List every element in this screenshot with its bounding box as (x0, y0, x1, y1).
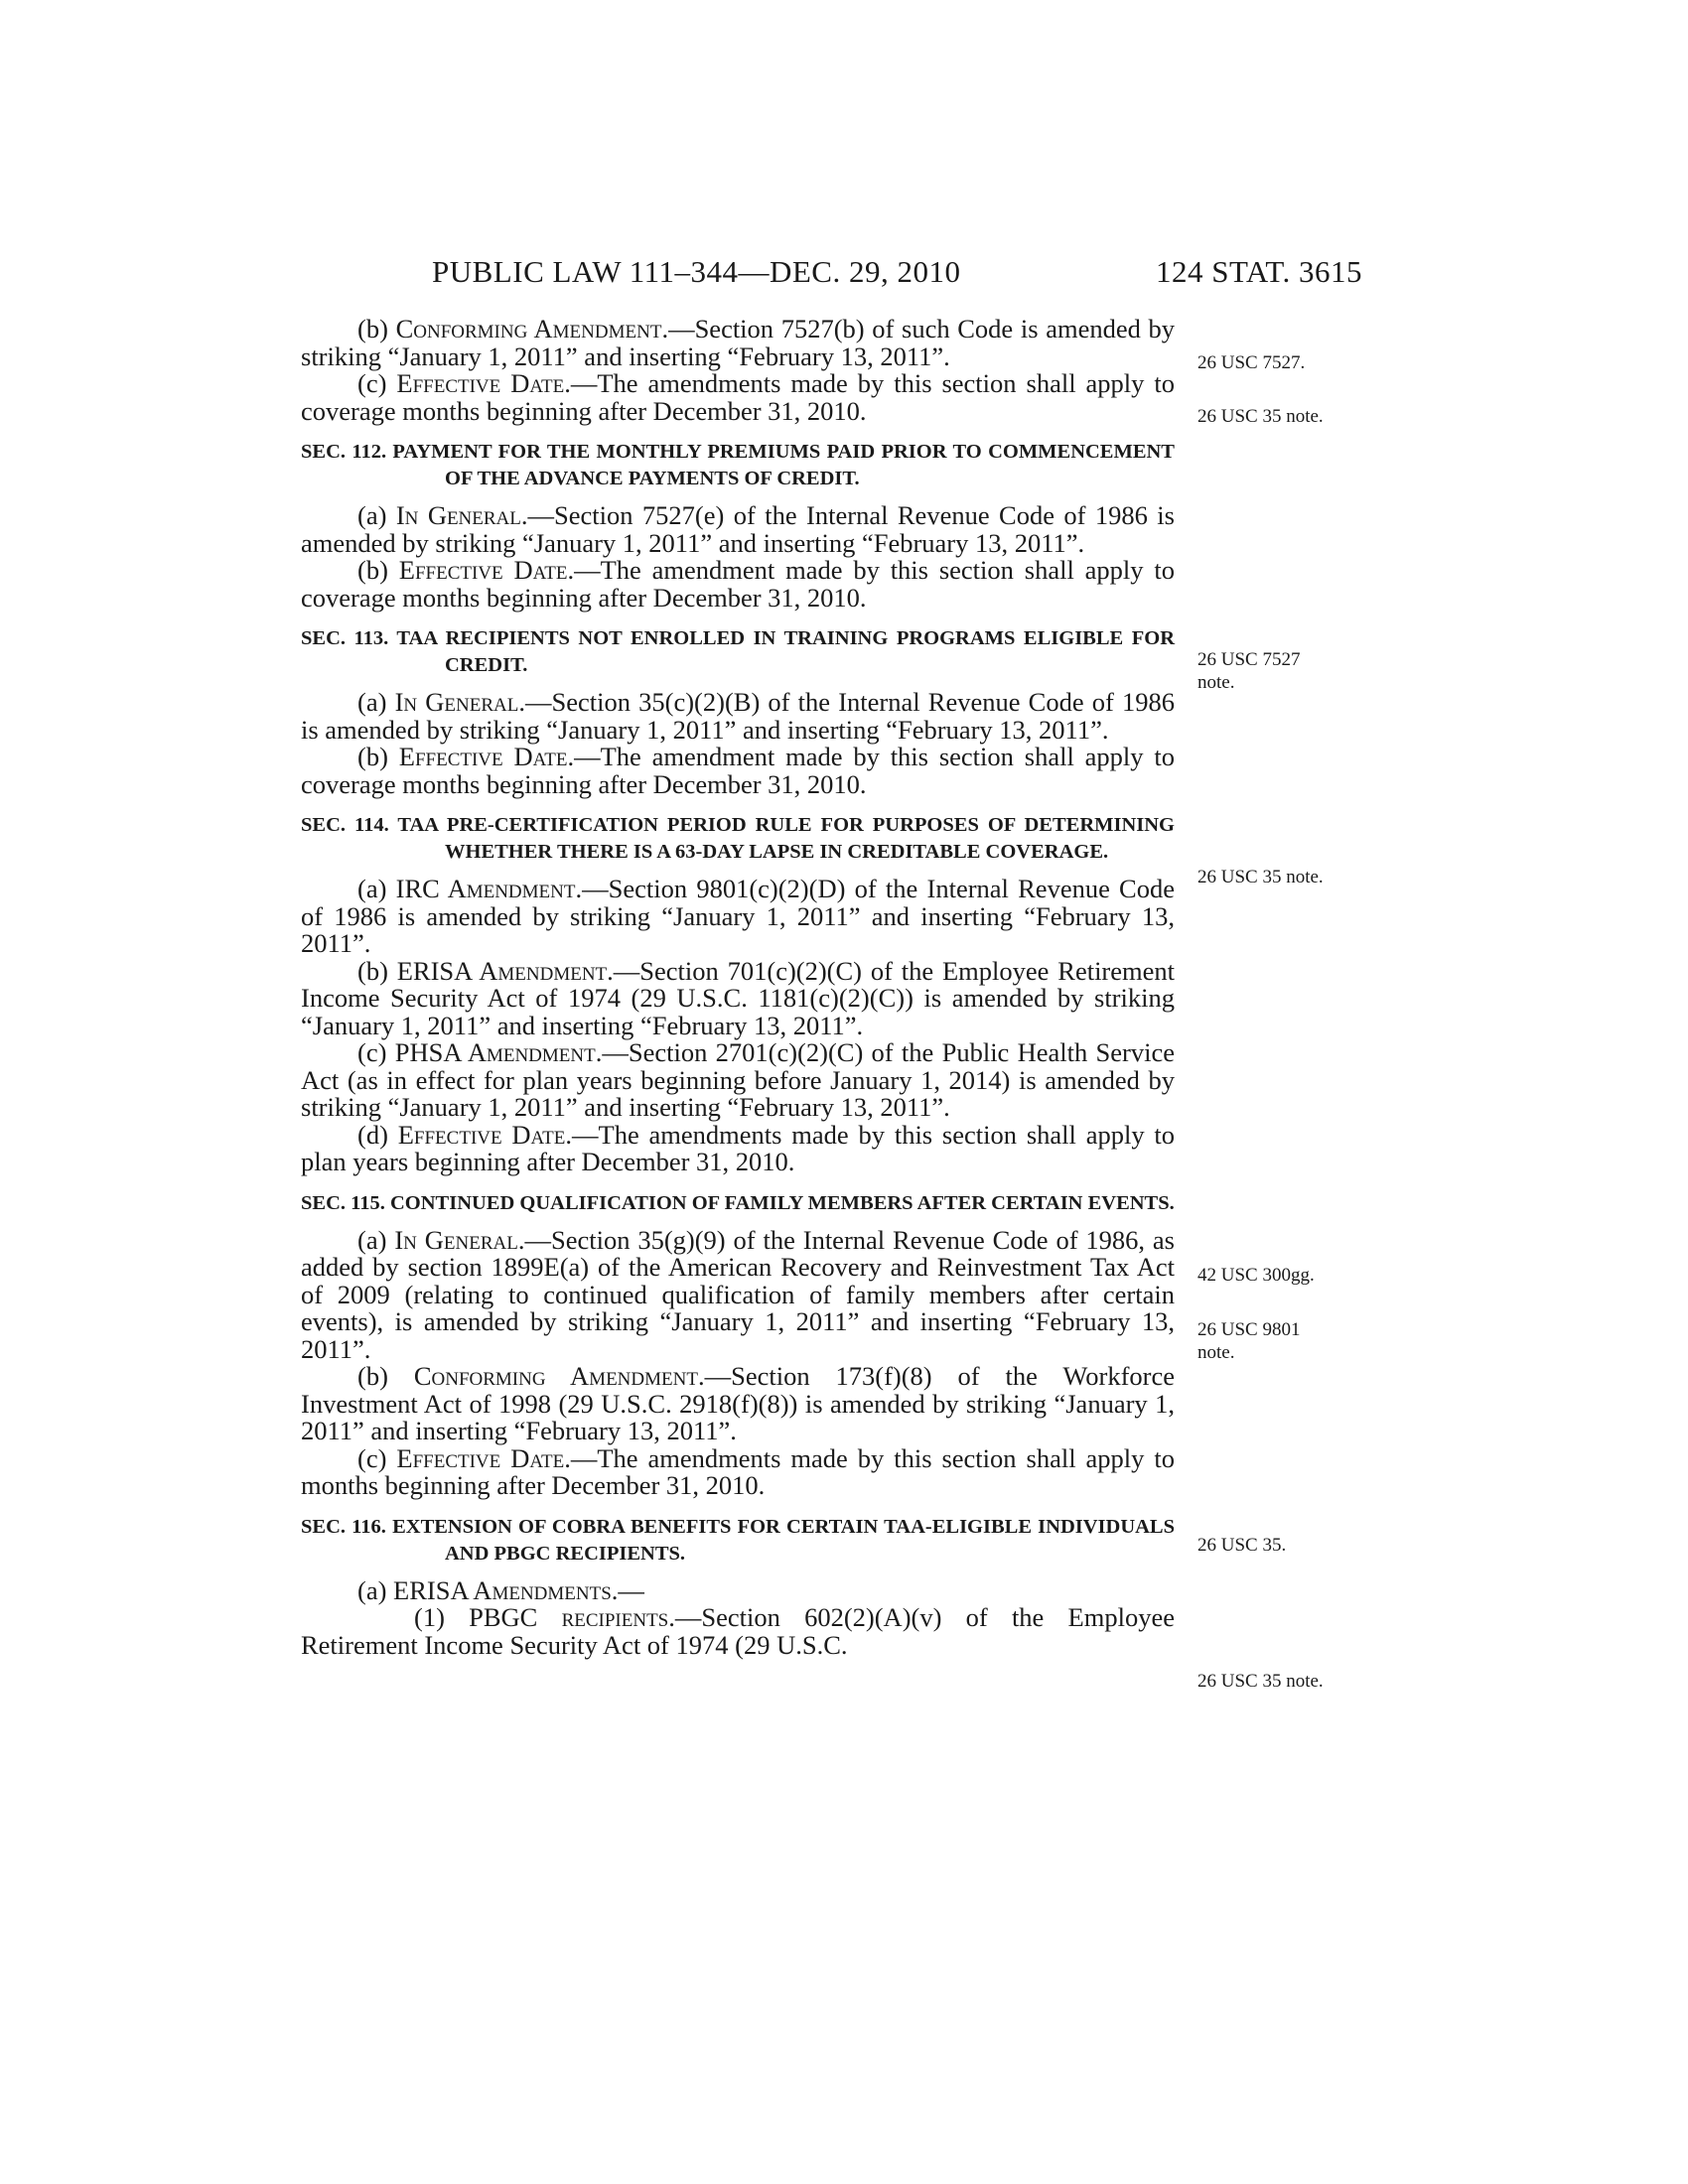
margin-note: 26 USC 35. (1197, 1535, 1287, 1556)
margin-note: 26 USC 9801 (1197, 1319, 1301, 1340)
section-heading-112: SEC. 112. PAYMENT FOR THE MONTHLY PREMIUMS PAID PRIOR TO COMMENCEMENT OF THE ADVANCE PAYMENTS OF CREDIT. (301, 441, 1175, 489)
paragraph: (a) IRC Amendment.—Section 9801(c)(2)(D) of the Internal Revenue Code of 1986 is amended by striking “January 1, 2011” and inserting “February 13, 2011”. (301, 874, 1175, 958)
paragraph: (b) ERISA Amendment.—Section 701(c)(2)(C) of the Employee Retirement Income Security Act of 1974 (29 U.S.C. 1181(c)(2)(C)) is amended by striking “January 1, 2011” and inserting “February 13, 2011”. (301, 955, 1176, 1040)
paragraph: (b) Conforming Amendment.—Section 173(f)(8) of the Workforce Investment Act of 1998 (29 U.S.C. 2918(f)(8)) is amended by striking “January 1, 2011” and inserting “February 13, 2011”. (301, 1361, 1175, 1445)
paragraph: (b) Effective Date.—The amendment made by this section shall apply to coverage months beginning after December 31, 2010. (301, 555, 1175, 613)
margin-note: 42 USC 300gg. (1197, 1265, 1315, 1286)
section-heading-116: SEC. 116. EXTENSION OF COBRA BENEFITS FOR CERTAIN TAA-ELIGIBLE INDIVIDUALS AND PBGC RECIPIENTS. (301, 1515, 1175, 1565)
margin-note: note. (1197, 672, 1235, 693)
page-citation: 124 STAT. 3615 (1155, 254, 1362, 289)
margin-note: 26 USC 7527 (1197, 649, 1301, 670)
section-heading-114: SEC. 114. TAA PRE-CERTIFICATION PERIOD RULE FOR PURPOSES OF DETERMINING WHETHER THERE IS A 63-DAY LAPSE IN CREDITABLE COVERAGE. (301, 814, 1175, 863)
paragraph: (c) Effective Date.—The amendments made by this section shall apply to months beginning after December 31, 2010. (301, 1442, 1175, 1500)
paragraph: (b) Conforming Amendment.—Section 7527(b) of such Code is amended by striking “January 1, 2011” and inserting “February 13, 2011”. (301, 314, 1176, 371)
margin-note: 26 USC 7527. (1197, 352, 1306, 373)
margin-note: 26 USC 35 note. (1197, 867, 1324, 887)
paragraph: (a) In General.—Section 35(g)(9) of the Internal Revenue Code of 1986, as added by section 1899E(a) of the American Recovery and Reinvestment Tax Act of 2009 (relating to continued qualification of family members after certain events), is amended by striking “January 1, 2011” and inserting “February 13, 2011”. (301, 1224, 1175, 1364)
section-heading-113: SEC. 113. TAA RECIPIENTS NOT ENROLLED IN TRAINING PROGRAMS ELIGIBLE FOR CREDIT. (301, 627, 1175, 676)
paragraph: (a) In General.—Section 35(c)(2)(B) of the Internal Revenue Code of 1986 is amended by striking “January 1, 2011” and inserting “February 13, 2011”. (301, 687, 1175, 745)
margin-note: 26 USC 35 note. (1197, 406, 1324, 427)
paragraph: (c) PHSA Amendment.—Section 2701(c)(2)(C) of the Public Health Service Act (as in effect for plan years beginning before January 1, 2014) is amended by striking “January 1, 2011” and inserting “February 13, 2011”. (301, 1037, 1175, 1122)
paragraph: (b) Effective Date.—The amendment made by this section shall apply to coverage months beginning after December 31, 2010. (301, 742, 1175, 799)
margin-note: 26 USC 35 note. (1197, 1671, 1324, 1692)
paragraph: (1) PBGC recipients.—Section 602(2)(A)(v) of the Employee Retirement Income Security Act of 1974 (29 U.S.C. (301, 1602, 1175, 1660)
section-heading-115: SEC. 115. CONTINUED QUALIFICATION OF FAMILY MEMBERS AFTER CERTAIN EVENTS. (301, 1191, 1175, 1214)
paragraph: (c) Effective Date.—The amendments made by this section shall apply to coverage months beginning after December 31, 2010. (301, 368, 1175, 426)
paragraph: (a) In General.—Section 7527(e) of the Internal Revenue Code of 1986 is amended by striking “January 1, 2011” and inserting “February 13, 2011”. (301, 500, 1175, 558)
body-text (301, 316, 1175, 1659)
running-header (298, 254, 1362, 290)
running-head-title: PUBLIC LAW 111–344—DEC. 29, 2010 (432, 254, 961, 289)
paragraph: (a) ERISA Amendments.— (357, 1574, 644, 1605)
paragraph: (d) Effective Date.—The amendments made by this section shall apply to plan years beginning after December 31, 2010. (301, 1119, 1175, 1176)
margin-note: note. (1197, 1342, 1235, 1363)
